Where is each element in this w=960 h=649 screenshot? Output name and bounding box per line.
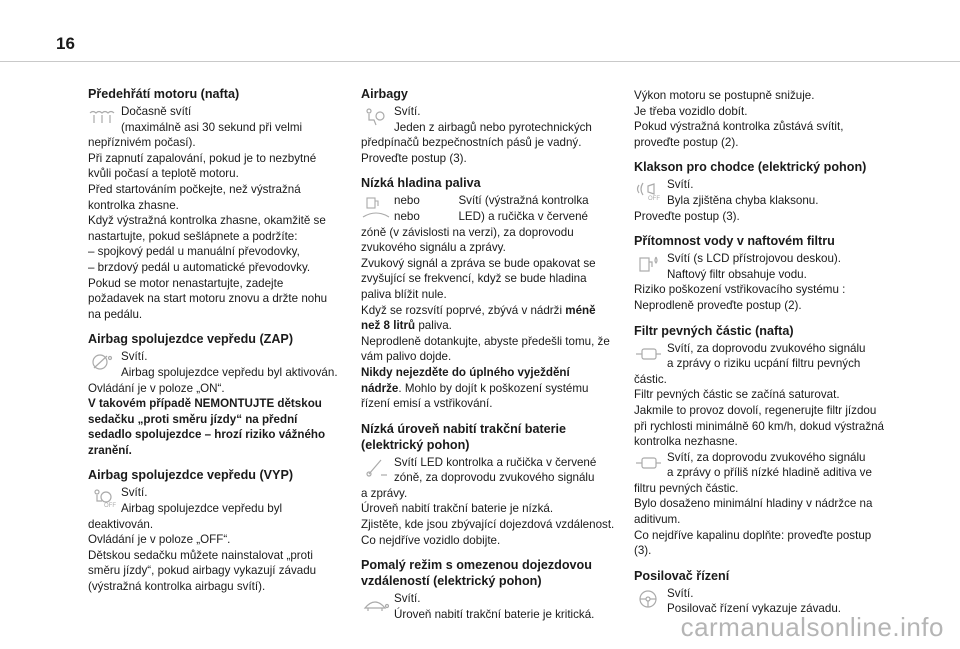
text-line: řízení emisí a vstřikování.: [361, 397, 493, 411]
airbag-fault-icon: [361, 107, 389, 127]
text-line: (maximálně asi 30 sekund při velmi: [121, 120, 303, 134]
text-line: částic.: [634, 372, 667, 386]
text-line: Airbag spolujezdce vepředu byl: [121, 502, 283, 516]
section-pedestrian-horn: [634, 177, 906, 208]
text-line: Když se rozsvítí poprvé, zbývá v nádrži méně: [361, 303, 596, 317]
text-line: Filtr pevných částic se začíná saturovat.: [634, 388, 840, 402]
section-particle-filter: [634, 341, 906, 372]
warning-line: sedadlo spolujezdce – hrozí riziko vážného: [88, 428, 326, 442]
text-line: Svítí, za doprovodu zvukového signálu: [667, 450, 866, 464]
text-line: Zvukový signál a zpráva se bude opakovat se: [361, 256, 596, 270]
section-title-water-in-diesel: Přítomnost vody v naftovém filtru: [634, 234, 835, 249]
text-line: na pedálu.: [88, 307, 143, 321]
section-airbags: [361, 104, 633, 135]
text-line: nepříznivém počasí).: [88, 136, 196, 150]
text-line: LED) a ručička v červené: [458, 209, 588, 223]
text-line: Svítí LED kontrolka a ručička v červené: [394, 455, 597, 469]
text-line: Svítí.: [667, 178, 694, 192]
text-line: Svítí.: [121, 486, 148, 500]
text-line: Proveďte postup (3).: [634, 209, 740, 223]
text-line: – spojkový pedál u manuální převodovky,: [88, 245, 300, 259]
text-line: Dočasně svítí: [121, 105, 192, 118]
text-line: Je třeba vozidlo dobít.: [634, 104, 748, 118]
text-line: Úroveň nabití trakční baterie je kritická.: [394, 607, 595, 621]
text-line: – brzdový pedál u automatické převodovky.: [88, 260, 311, 274]
section-title-power-steering: Posilovač řízení: [634, 568, 730, 583]
section-title-low-fuel: Nízká hladina paliva: [361, 176, 481, 191]
text-line: proveďte postup (2).: [634, 135, 739, 149]
water-in-fuel-icon: [634, 254, 662, 274]
text-line: než 8 litrů paliva.: [361, 319, 452, 333]
text-line: Bylo dosaženo minimální hladiny v nádržce na: [634, 497, 873, 511]
particle-filter-icon: [634, 453, 662, 473]
airbag-on-icon: [88, 352, 116, 372]
turtle-icon: [361, 594, 389, 614]
text-line: předpínačů bezpečnostních pásů je vadný.: [361, 136, 582, 150]
text-line: kvůli počasí a teplotě motoru.: [88, 167, 239, 181]
text-line: Svítí (výstražná kontrolka: [458, 194, 589, 208]
section-preheat: [88, 104, 360, 135]
warning-line: Nikdy nejezděte do úplného vyježdění: [361, 365, 570, 379]
text-line: Dětskou sedačku můžete nainstalovat „proti: [88, 548, 313, 562]
text-line: filtru pevných částic.: [634, 481, 739, 495]
section-title-particle-filter: Filtr pevných částic (nafta): [634, 323, 794, 338]
airbag-off-icon: [88, 488, 116, 508]
section-low-battery: [361, 455, 633, 486]
glow-plug-icon: [88, 107, 116, 127]
text-line: kontrolka nezhasne.: [634, 435, 738, 449]
text-line: (výstražná kontrolka airbagu svítí).: [88, 580, 266, 594]
section-particle-filter-additive: [634, 450, 906, 481]
text-line: směru jízdy“, pokud airbagy vykazují závadu: [88, 564, 317, 578]
text-line: kontrolka zhasne.: [88, 198, 179, 212]
text-line: paliva blížit nule.: [361, 287, 447, 301]
section-low-fuel: [361, 193, 633, 224]
text-line: a zprávy o riziku ucpání filtru pevných: [667, 357, 861, 371]
text-line: aditivum.: [634, 513, 681, 527]
text-line: nádrže. Mohlo by dojít k poškození systému: [361, 381, 589, 395]
section-airbag-on: [88, 349, 360, 380]
text-line: Před startováním počkejte, než výstražná: [88, 182, 301, 196]
text-line: Ovládání je v poloze „ON“.: [88, 381, 225, 395]
text-line: Posilovač řízení vykazuje závadu.: [667, 602, 841, 616]
warning-line: sedačku „proti směru jízdy“ na přední: [88, 412, 298, 426]
text-line: Svítí.: [394, 105, 421, 118]
particle-filter-icon: [634, 344, 662, 364]
section-airbag-off: [88, 485, 360, 516]
steering-wheel-icon: [634, 589, 662, 609]
section-title-preheat: Předehřátí motoru (nafta): [88, 87, 240, 101]
text-line: a zprávy.: [361, 486, 408, 500]
header-divider: [0, 61, 960, 62]
watermark: carmanualsonline.info: [680, 612, 944, 642]
text-line: a zprávy o příliš nízké hladině aditiva ve: [667, 466, 872, 480]
column-1: [88, 82, 360, 595]
text-line: zvukového signálu a zprávy.: [361, 241, 506, 255]
text-line: Výkon motoru se postupně snižuje.: [634, 89, 815, 102]
text-line: (3).: [634, 544, 652, 558]
text-line: Neprodleně dotankujte, abyste předešli tomu, že: [361, 334, 610, 348]
text-line: Ovládání je v poloze „OFF“.: [88, 533, 231, 547]
text-line: Riziko poškození vstřikovacího systému :: [634, 283, 846, 297]
text-line: nebo: [394, 209, 420, 223]
text-line: Byla zjištěna chyba klaksonu.: [667, 193, 819, 207]
section-water-in-diesel: [634, 251, 906, 282]
text-line: nastartujte, pokud sešlápnete a podržíte:: [88, 229, 298, 243]
text-line: vám palivo dojde.: [361, 350, 452, 364]
fuel-pump-icon: [361, 195, 391, 221]
text-line: Svítí (s LCD přístrojovou deskou).: [667, 252, 841, 266]
column-3: [634, 82, 906, 617]
text-line: Pokud výstražná kontrolka zůstává svítit,: [634, 120, 844, 134]
text-line: Svítí, za doprovodu zvukového signálu: [667, 341, 866, 355]
text-line: Jakmile to provoz dovolí, regenerujte filtr jízdou: [634, 403, 877, 417]
text-line: Když výstražná kontrolka zhasne, okamžitě se: [88, 214, 326, 228]
text-line: Co nejdříve kapalinu doplňte: proveďte postup: [634, 528, 872, 542]
section-title-low-battery: Nízká úroveň nabití trakční baterie: [361, 421, 567, 436]
text-line: Neprodleně proveďte postup (2).: [634, 298, 802, 312]
section-title-pedestrian-horn: Klakson pro chodce (elektrický pohon): [634, 160, 867, 175]
text-line: požadavek na start motoru znovu a držte nohu: [88, 292, 328, 306]
warning-line: zranění.: [88, 443, 132, 457]
text-line: Pokud se motor nenastartujte, zadejte: [88, 276, 284, 290]
column-2: [361, 82, 633, 622]
section-title-low-battery-2: (elektrický pohon): [361, 437, 470, 452]
warning-line: V takovém případě NEMONTUJTE dětskou: [88, 397, 322, 411]
section-title-airbag-on: Airbag spolujezdce vepředu (ZAP): [88, 332, 294, 347]
text-line: Svítí.: [394, 592, 421, 606]
text-line: zvyšující se frekvencí, když se bude hladina: [361, 272, 587, 286]
text-line: Naftový filtr obsahuje vodu.: [667, 267, 807, 281]
horn-off-icon: [634, 180, 662, 200]
text-line: Jeden z airbagů nebo pyrotechnických: [394, 120, 592, 134]
text-line: Airbag spolujezdce vepředu byl aktivován.: [121, 365, 338, 379]
section-title-limp-mode-2: vzdáleností (elektrický pohon): [361, 574, 542, 589]
text-line: nebo: [394, 194, 420, 208]
svg-text:OFF: OFF: [104, 503, 116, 509]
section-title-airbag-off: Airbag spolujezdce vepředu (VYP): [88, 468, 294, 483]
page-number: 16: [56, 34, 75, 53]
section-title-limp-mode: Pomalý režim s omezenou dojezdovou: [361, 558, 592, 573]
text-line: Svítí.: [667, 586, 694, 600]
text-line: zóně, za doprovodu zvukového signálu: [394, 471, 595, 485]
text-line: zóně (v závislosti na verzi), za doprovodu: [361, 225, 574, 239]
battery-gauge-icon: [361, 458, 389, 478]
text-line: deaktivován.: [88, 517, 154, 531]
text-line: Zjistěte, kde jsou zbývající dojezdová vzdálenost.: [361, 518, 615, 532]
text-line: Úroveň nabití trakční baterie je nízká.: [361, 502, 554, 516]
text-line: při rychlosti minimálně 60 km/h, dokud výstražná: [634, 419, 885, 433]
section-limp-mode: [361, 591, 633, 622]
section-title-airbags: Airbagy: [361, 87, 408, 101]
text-line: Co nejdříve vozidlo dobijte.: [361, 533, 501, 547]
text-line: Svítí.: [121, 350, 148, 364]
svg-text:OFF: OFF: [648, 196, 660, 201]
text-line: Proveďte postup (3).: [361, 151, 467, 165]
text-line: Při zapnutí zapalování, pokud je to nezbytné: [88, 151, 317, 165]
